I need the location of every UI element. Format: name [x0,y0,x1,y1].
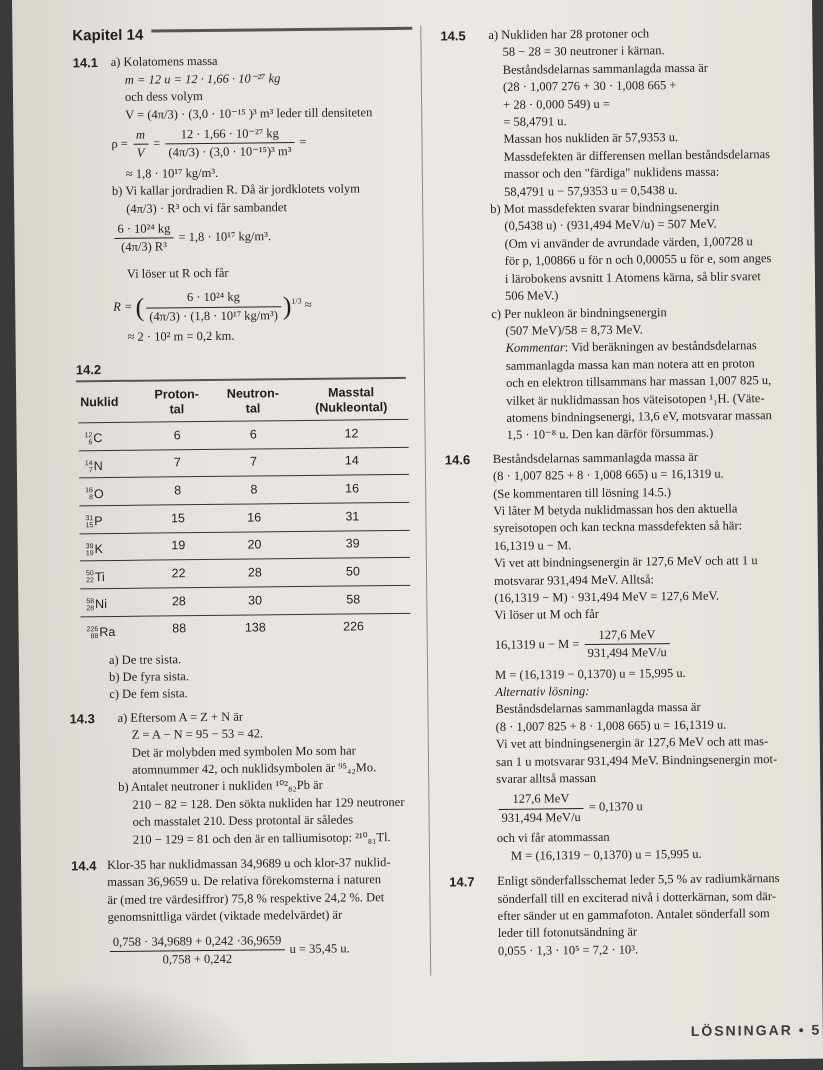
neutron-cell: 20 [213,531,296,560]
table-row [79,475,409,506]
mass-number-cell: 39 [295,530,409,559]
alt-heading: Alternativ lösning: [495,684,590,700]
text-line: san 1 u motsvarar 931,494 MeV. Bindningsenergin mot- [495,751,778,769]
solution-14-5 [440,24,796,445]
text-line: och vi får atommassan [496,830,610,846]
text-line: och masstalet 210. Dess protontal är således [132,812,354,829]
solution-14-7 [449,870,802,961]
equation-line: 58 − 28 = 30 neutroner i kärnan. [502,43,665,60]
nuclide-cell: 16 8 O [79,477,143,505]
text-line: Det är molybden med symbolen Mo som har [131,743,356,760]
text-line: sammanlagda massa kan man notera att en proton [505,355,755,373]
text-line: (4π/3) · R³ och vi får sambandet [126,199,287,216]
neutron-cell: 6 [212,420,295,449]
text-line: a) Kolatomens massa [110,54,218,70]
equation-line: M = (16,1319 − 0,1370) u = 15,995 u. [495,665,686,682]
table-row [80,585,410,616]
equation-line: (8 · 1,007 825 + 8 · 1,008 665) u = 16,1319 u. [495,717,727,734]
mass-fraction-equation: $\frac{\text{127,6 MeV}}{\text{931,494 MeV/u}}$ = 0,1370 u [496,785,800,830]
solution-number: 14.7 [449,874,475,890]
text-line: Beståndsdelarnas sammanlagda massa är [495,700,701,717]
text-line: Beståndsdelarnas sammanlagda massa är [502,60,708,77]
fraction: $\frac{\text{6 · 10²⁴ kg}}{\text{(4π/3) · (1,8 · 10¹⁷ kg/m³)}}$ [146,288,281,325]
text-line: b) Vi kallar jordradien R. Då är jordklotets volym [111,181,360,199]
column-header: Masstal (Nukleontal) [315,385,388,415]
fraction: $\frac{\text{12 · 1,66 · 10⁻²⁷ kg}}{\text{(4π/3) · (3,0 · 10⁻¹⁵)³ m³}}$ [165,125,294,162]
mass-number-cell: 50 [296,558,410,587]
answer-line: c) De fem sista. [109,686,188,702]
solution-number: 14.2 [75,361,102,377]
equation-line: ≈ 2 · 10² m = 0,2 km. [127,328,235,344]
nuclide-table [78,383,411,644]
neutron-cell: 28 [214,559,297,588]
solution-number: 14.1 [72,55,99,71]
solution-14-2 [66,357,420,704]
proton-cell: 8 [142,477,212,505]
close-paren: ) [282,291,292,321]
text-line: motsvarar 931,494 MeV. Alltså: [494,571,654,588]
text-line: vilket är nuklidmassan hos väteisotopen ¹₁H. (Väte- [506,390,765,408]
hand-shadow [0,980,260,1070]
text-line: massor och den "färdiga" nuklidens massa: [503,164,720,182]
equation-line: (507 MeV)/58 = 8,73 MeV. [505,322,643,338]
mass-number-cell: 12 [294,419,408,448]
solution-number: 14.3 [69,710,95,727]
text-line: (Se kommentaren till lösning 14.5.) [493,484,672,501]
neutron-cell: 7 [212,448,295,477]
mass-number-cell: 31 [295,502,409,531]
text-line: atomnummer 42, och nuklidsymbolen är ⁹⁵₄₂Mo. [131,760,377,777]
neutron-cell: 30 [214,587,297,616]
text-line: syreisotopen och kan teckna massdefekten så här: [493,518,743,536]
column-header: Proton- tal [154,386,199,417]
text-line: atomens bindningsenergi, 13,6 eV, motsvarar massan [506,408,772,425]
fraction: $\frac{m}{V}$ [133,127,148,163]
table-row [78,419,408,450]
open-paren: ( [135,293,145,323]
solution-14-4 [71,854,422,973]
table-row [80,613,410,644]
text-line: och dess volym [124,89,203,105]
neutron-cell: 16 [213,504,296,533]
text-line: är (med tre värdesiffror) 75,8 % respektive 24,2 %. Det [107,889,385,907]
equation-line: (28 · 1,007 276 + 30 · 1,008 665 + [502,78,677,95]
text-line: Massdefekten är differensen mellan beståndsdelarnas [503,146,771,164]
table-row [80,530,410,561]
text-line: 210 − 129 = 81 och den är en talliumisotop: ²¹⁰₈₁Tl. [132,829,391,847]
answer-line: b) De fyra sista. [109,669,190,684]
text-line: svarar alltså massan [496,770,597,787]
mass-number-cell: 58 [296,585,410,614]
table-row [79,502,409,533]
text-line: och en elektron tillsammans har massan 1,007 825 u, [505,373,772,390]
column-header: Nuklid [80,395,119,410]
solution-number: 14.6 [444,451,471,468]
proton-cell: 88 [144,615,214,643]
text-line: (Om vi använder de avrundade värden, 1,00728 u [504,234,753,251]
equation-line: + 28 · 0,000 549) u = [503,96,611,112]
text-line: c) Per nukleon är bindningsenergin [491,304,667,321]
text-line: efter sänder ut en gammafoton. Antalet sönderfall som [497,906,770,923]
nuclide-cell: 31 15 P [79,505,143,533]
text-line: Vi löser ut M och får [494,607,599,623]
equation-lhs: ρ = [111,136,129,151]
table-row [79,447,409,478]
text-line: leder till fotonutsändning är [497,924,638,941]
solution-number: 14.5 [440,28,466,44]
text-line: Vi vet att bindningsenergin är 127,6 MeV och att mas- [495,734,769,752]
text-line: a) Eftersom A = Z + N är [117,709,244,725]
weighted-mean-equation: $\frac{0,758 \cdot 34,9689 + 0,242 \cdot 36,9659}{0,758 + 0,242}$ u = 35,45 u. [108,927,422,972]
column-header: Neutron- tal [226,386,280,416]
text-line: Klor-35 har nuklidmassan 34,9689 u och klor-37 nuklid- [106,855,391,873]
equation-line: ≈ 1,8 · 10¹⁷ kg/m³. [125,165,219,181]
equation-line: 58,4791 u − 57,9353 u = 0,5438 u. [503,182,678,199]
text-line: a) Nukliden har 28 protoner och [488,26,650,43]
right-column [440,20,802,961]
text-line: Beståndsdelarnas sammanlagda massa är [492,449,699,466]
mass-equation: 16,1319 u − M = $\frac{\text{127,6 MeV}}{\text{931,494 MeV/u}}$ [495,622,799,667]
solution-14-1 [63,51,416,347]
equation-line: 0,055 · 1,3 · 10⁵ = 7,2 · 10³. [497,942,639,958]
fraction: $\frac{\text{6 · 10²⁴ kg}}{\text{(4π/3) R³}}$ [114,220,173,256]
text-line: 506 MeV.) [505,288,559,303]
page-footer: LÖSNINGAR • 5 [690,1021,822,1039]
equation-line: = 58,4791 u. [503,114,567,129]
left-column [62,24,422,973]
proton-cell: 19 [143,532,213,560]
proton-cell: 6 [142,421,212,449]
mass-number-cell: 226 [296,613,410,641]
text-line: 210 − 82 = 128. Den sökta nukliden har 129 neutroner [132,794,405,812]
proton-cell: 7 [142,449,212,477]
solution-14-6 [445,448,801,866]
nuclide-cell: 58 28 Ni [80,588,144,616]
table-row [80,558,410,589]
nuclide-cell: 14 7 N [79,450,143,478]
proton-cell: 28 [144,588,214,616]
text-line: Massan hos nukliden är 57,9353 u. [503,130,679,147]
fraction: $\frac{\text{127,6 MeV}}{\text{931,494 MeV/u}}$ [584,626,670,663]
earth-equation: $\frac{\text{6 · 10²⁴ kg}}{\text{(4π/3) R³}}$ = 1,8 · 10¹⁷ kg/m³. [112,215,414,260]
text-line: för p, 1,00866 u för n och 0,00055 u för e, som anges [504,251,772,269]
text-line: Enligt sönderfallsschemat leder 5,5 % av radiumkärnans [497,871,780,889]
text-line: massan 36,9659 u. De relativa förekomsterna i naturen [107,872,382,890]
fraction: $\frac{\text{127,6 MeV}}{\text{931,494 MeV/u}}$ [498,791,584,828]
fraction: $\frac{0,758 \cdot 34,9689 + 0,242 \cdot 36,9659}{0,758 + 0,242}$ [110,932,285,970]
nuclide-cell: 50 22 Ti [80,561,144,589]
nuclide-cell: 226 88 Ra [80,616,144,644]
text-line: Vi låter M betyda nuklidmassan hos den aktuella [493,501,738,518]
answer-line: a) De tre sista. [108,651,182,667]
text-line: 1,5 · 10⁻⁸ u. Den kan därför försummas.) [506,426,714,443]
textbook-page [12,0,823,1067]
neutron-cell: 8 [213,476,296,505]
exponent: 1/3 [291,296,302,306]
proton-cell: 15 [143,504,213,532]
equation-line: 16,1319 u − M. [493,537,572,553]
radius-equation: R = ( $\frac{\text{6 · 10²⁴ kg}}{\text{(4π/3) · (1,8 · 10¹⁷ kg/m³)}}$ )$^{1/3}$ ≈ [113,284,415,329]
proton-cell: 22 [143,560,213,588]
equation-line: V = (4π/3) · (3,0 · 10⁻¹⁵ )³ m³ leder till densiteten [125,104,373,122]
comment-line: Kommentar: Vid beräkningen av beståndsdelarnas [505,338,757,356]
equation-line: (16,1319 − M) · 931,494 MeV = 127,6 MeV. [494,588,720,605]
nuclide-cell: 12 6 C [78,422,142,450]
text-line: sönderfall till en exciterad nivå i dotterkärnan, som där- [497,888,776,906]
text-line: genomsnittliga värdet (viktade medelvärdet) är [107,907,343,925]
chapter-rule [151,27,412,33]
equation-line: Z = A − N = 95 − 53 = 42. [131,726,264,742]
text-line: i lärobokens avsnitt 1 Atomens kärna, så blir svaret [504,268,761,286]
equation-line: (0,5438 u) · (931,494 MeV/u) = 507 MeV. [504,217,717,234]
solution-number: 14.4 [70,858,97,874]
chapter-title: Kapitel 14 [72,26,144,45]
density-equation: ρ = $\frac{m}{V}$ = $\frac{\text{12 · 1,66 · 10⁻²⁷ kg}}{\text{(4π/3) · (3,0 · 10⁻¹⁵)³ m³}}$ = [111,121,413,166]
mass-number-cell: 16 [295,475,409,504]
equation-line: M = (16,1319 − 0,1370) u = 15,995 u. [510,846,702,863]
equation-line: m = 12 u = 12 · 1,66 · 10⁻²⁷ kg [124,71,281,87]
text-line: Vi löser ut R och får [126,265,229,281]
equation-line: (8 · 1,007 825 + 8 · 1,008 665) u = 16,1319 u. [492,466,724,484]
chapter-header [72,24,412,45]
solution-14-3 [69,707,420,850]
text-line: b) Mot massdefekten svarar bindningsenergin [490,199,720,217]
nuclide-cell: 39 19 K [80,533,144,561]
mass-number-cell: 14 [295,447,409,476]
text-line: b) Antalet neutroner i nukliden ¹⁰²₈₂Pb är [118,778,323,795]
neutron-cell: 138 [214,614,297,642]
text-line: Vi vet att bindningsenergin är 127,6 MeV och att 1 u [493,553,758,571]
column-divider [420,26,431,976]
